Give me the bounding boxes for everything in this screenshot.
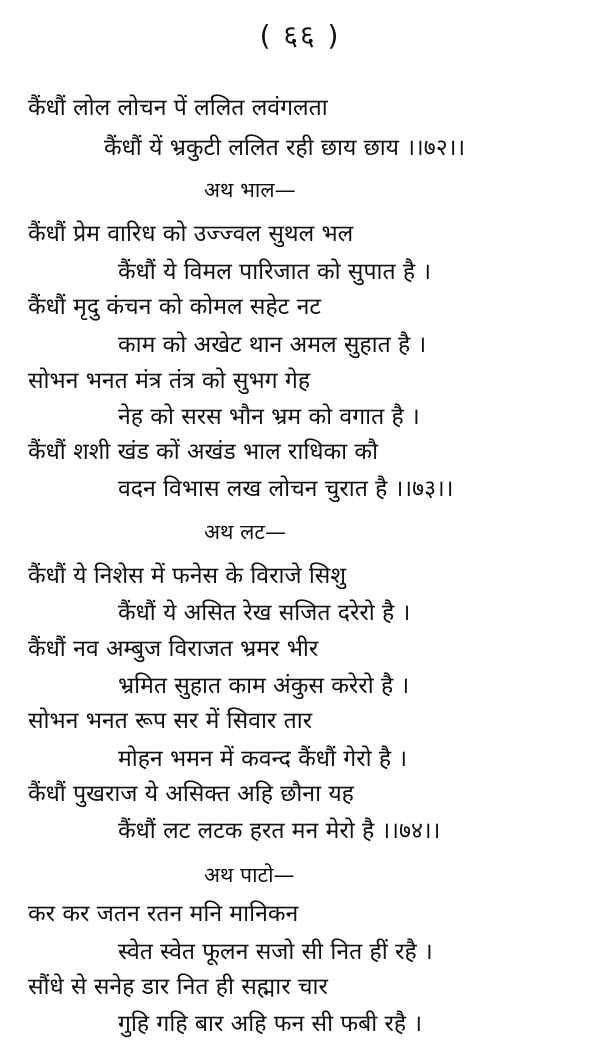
verse-line: वदन विभास लख लोचन चुरात है ।।७३।। xyxy=(118,476,454,502)
verse-line: कैंधौं यें भ्रकुटी ललित रही छाय छाय ।।७२।। xyxy=(104,135,466,161)
verse-line: नेह को सरस भौन भ्रम को वगात है । xyxy=(118,404,420,430)
verse-line: कैंधौं ये निशेस में फनेस के विराजे सिशु xyxy=(28,563,346,589)
verse-line: सोभन भनत मंत्र तंत्र को सुभग गेह xyxy=(28,368,311,394)
section-heading: अथ लट— xyxy=(204,520,286,544)
verse-line: भ्रमित सुहात काम अंकुस करेरो है । xyxy=(118,673,410,699)
verse-line: कैंधौं लोल लोचन पें ललित लवंगलता xyxy=(28,95,328,121)
section-heading: अथ पाटो— xyxy=(204,863,295,887)
verse-line: कैंधौं ये विमल पारिजात को सुपात है । xyxy=(118,259,432,285)
verse-line: मोहन भमन में कवन्द कैंधौं गेरो है । xyxy=(118,746,408,772)
verse-line: कैंधौं पुखराज ये असिक्त अहि छौना यह xyxy=(28,781,354,807)
verse-line: सोभन भनत रूप सर में सिवार तार xyxy=(28,708,313,734)
verse-line: कैंधौं मृदु कंचन को कोमल सहेट नट xyxy=(28,294,321,320)
verse-line: कैंधौं ये असित रेख सजित दरेरो है । xyxy=(118,600,411,626)
verse-line: कर कर जतन रतन मनि मानिकन xyxy=(28,901,299,927)
verse-line: कैंधौं नव अम्बुज विराजत भ्रमर भीर xyxy=(28,636,319,662)
page-number: ( ६६ ) xyxy=(259,19,341,52)
verse-line: कैंधौं शशी खंड कों अखंड भाल राधिका कौ xyxy=(28,439,379,465)
verse-line: कैंधौं लट लटक हरत मन मेरो है ।।७४।। xyxy=(118,818,441,844)
verse-line: कैंधौं प्रेम वारिध को उज्ज्वल सुथल भल xyxy=(28,221,354,247)
verse-line: स्वेत स्वेत फूलन सजो सी नित हीं रहै । xyxy=(118,939,433,965)
verse-line: गुहि गहि बार अहि फन सी फबी रहै । xyxy=(118,1011,423,1037)
verse-line: सौंधे से सनेह डार नित ही सह्मार चार xyxy=(28,974,328,1000)
section-heading: अथ भाल— xyxy=(204,178,296,202)
verse-line: काम को अखेट थान अमल सुहात है । xyxy=(118,332,427,358)
